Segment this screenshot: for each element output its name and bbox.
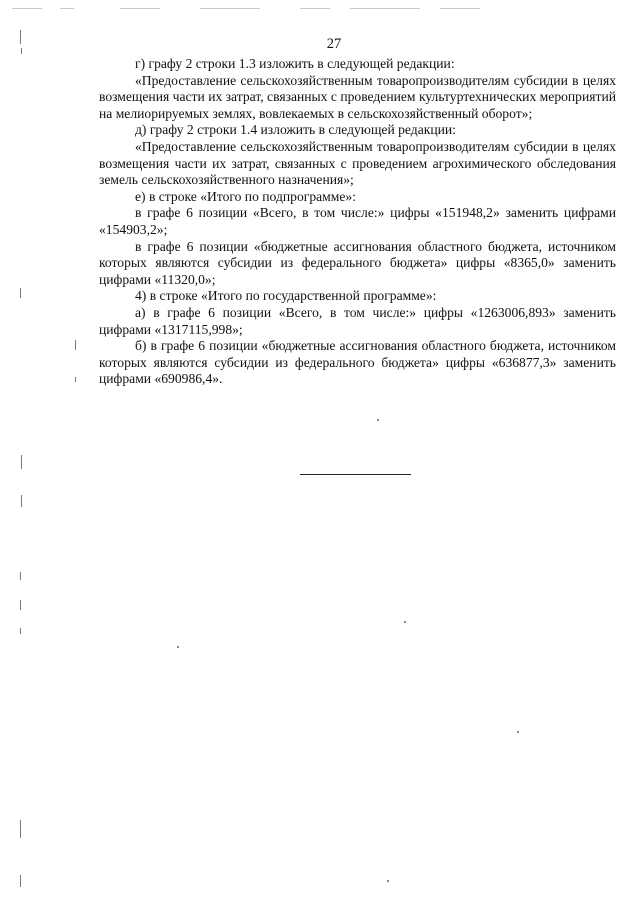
scan-artifact-left	[21, 455, 22, 469]
scan-artifact-left	[20, 600, 21, 610]
paragraph: в графе 6 позиции «бюджетные ассигнования областного бюджета, источником которых являются субсидии из федерального бюджета» цифры «8365,0» заменить цифрами «11320,0»;	[99, 238, 616, 287]
paragraph: е) в строке «Итого по подпрограмме»:	[135, 188, 356, 204]
scan-artifact-left	[20, 288, 21, 298]
paragraph: б) в графе 6 позиции «бюджетные ассигнования областного бюджета, источником которых являются субсидии из федерального бюджета» цифры «636877,3» заменить цифрами «690986,4».	[99, 338, 616, 387]
paragraph: «Предоставление сельскохозяйственным товаропроизводителям субсидии в целях возмещения части их затрат, связанных с проведением культуртехнических мероприятий на мелиорируемых землях, вовлекаемых в сельскохозяйственный оборот»;	[99, 72, 616, 121]
scan-artifact-top	[200, 8, 260, 9]
scan-artifact-left	[20, 820, 21, 838]
scan-artifact-top	[350, 8, 420, 9]
scan-artifact-dot	[177, 646, 179, 648]
scan-artifact-dot	[517, 731, 519, 733]
paragraph: г) графу 2 строки 1.3 изложить в следующей редакции:	[135, 56, 455, 71]
scan-artifact-top	[300, 8, 330, 9]
scan-artifact-left	[20, 628, 21, 634]
scan-artifact-left	[21, 495, 22, 507]
scan-artifact-top	[120, 8, 160, 9]
scan-artifact-top	[12, 8, 42, 9]
scan-artifact-left	[20, 572, 21, 580]
paragraph: в графе 6 позиции «Всего, в том числе:» цифры «151948,2» заменить цифрами «154903,2»;	[99, 205, 616, 237]
paragraph: «Предоставление сельскохозяйственным товаропроизводителям субсидии в целях возмещения части их затрат, связанных с проведением агрохимического обследования земель сельскохозяйственного назначения»;	[99, 138, 616, 188]
paragraph: а) в графе 6 позиции «Всего, в том числе:» цифры «1263006,893» заменить цифрами «1317115,998»;	[99, 304, 616, 337]
paragraph: 4) в строке «Итого по государственной программе»:	[135, 288, 437, 304]
end-separator-line	[300, 474, 411, 475]
page-number: 27	[326, 36, 342, 52]
scan-artifact-left	[20, 875, 21, 887]
scan-artifact-dot	[387, 880, 389, 882]
scan-artifact-top	[440, 8, 480, 9]
scan-artifact-left	[75, 377, 76, 382]
document-body	[99, 56, 616, 388]
scan-artifact-top	[60, 8, 74, 9]
scan-artifact-dot	[404, 621, 406, 623]
scan-artifact-dot	[377, 419, 379, 421]
scan-artifact-left	[75, 340, 76, 350]
paragraph: д) графу 2 строки 1.4 изложить в следующей редакции:	[135, 122, 456, 138]
